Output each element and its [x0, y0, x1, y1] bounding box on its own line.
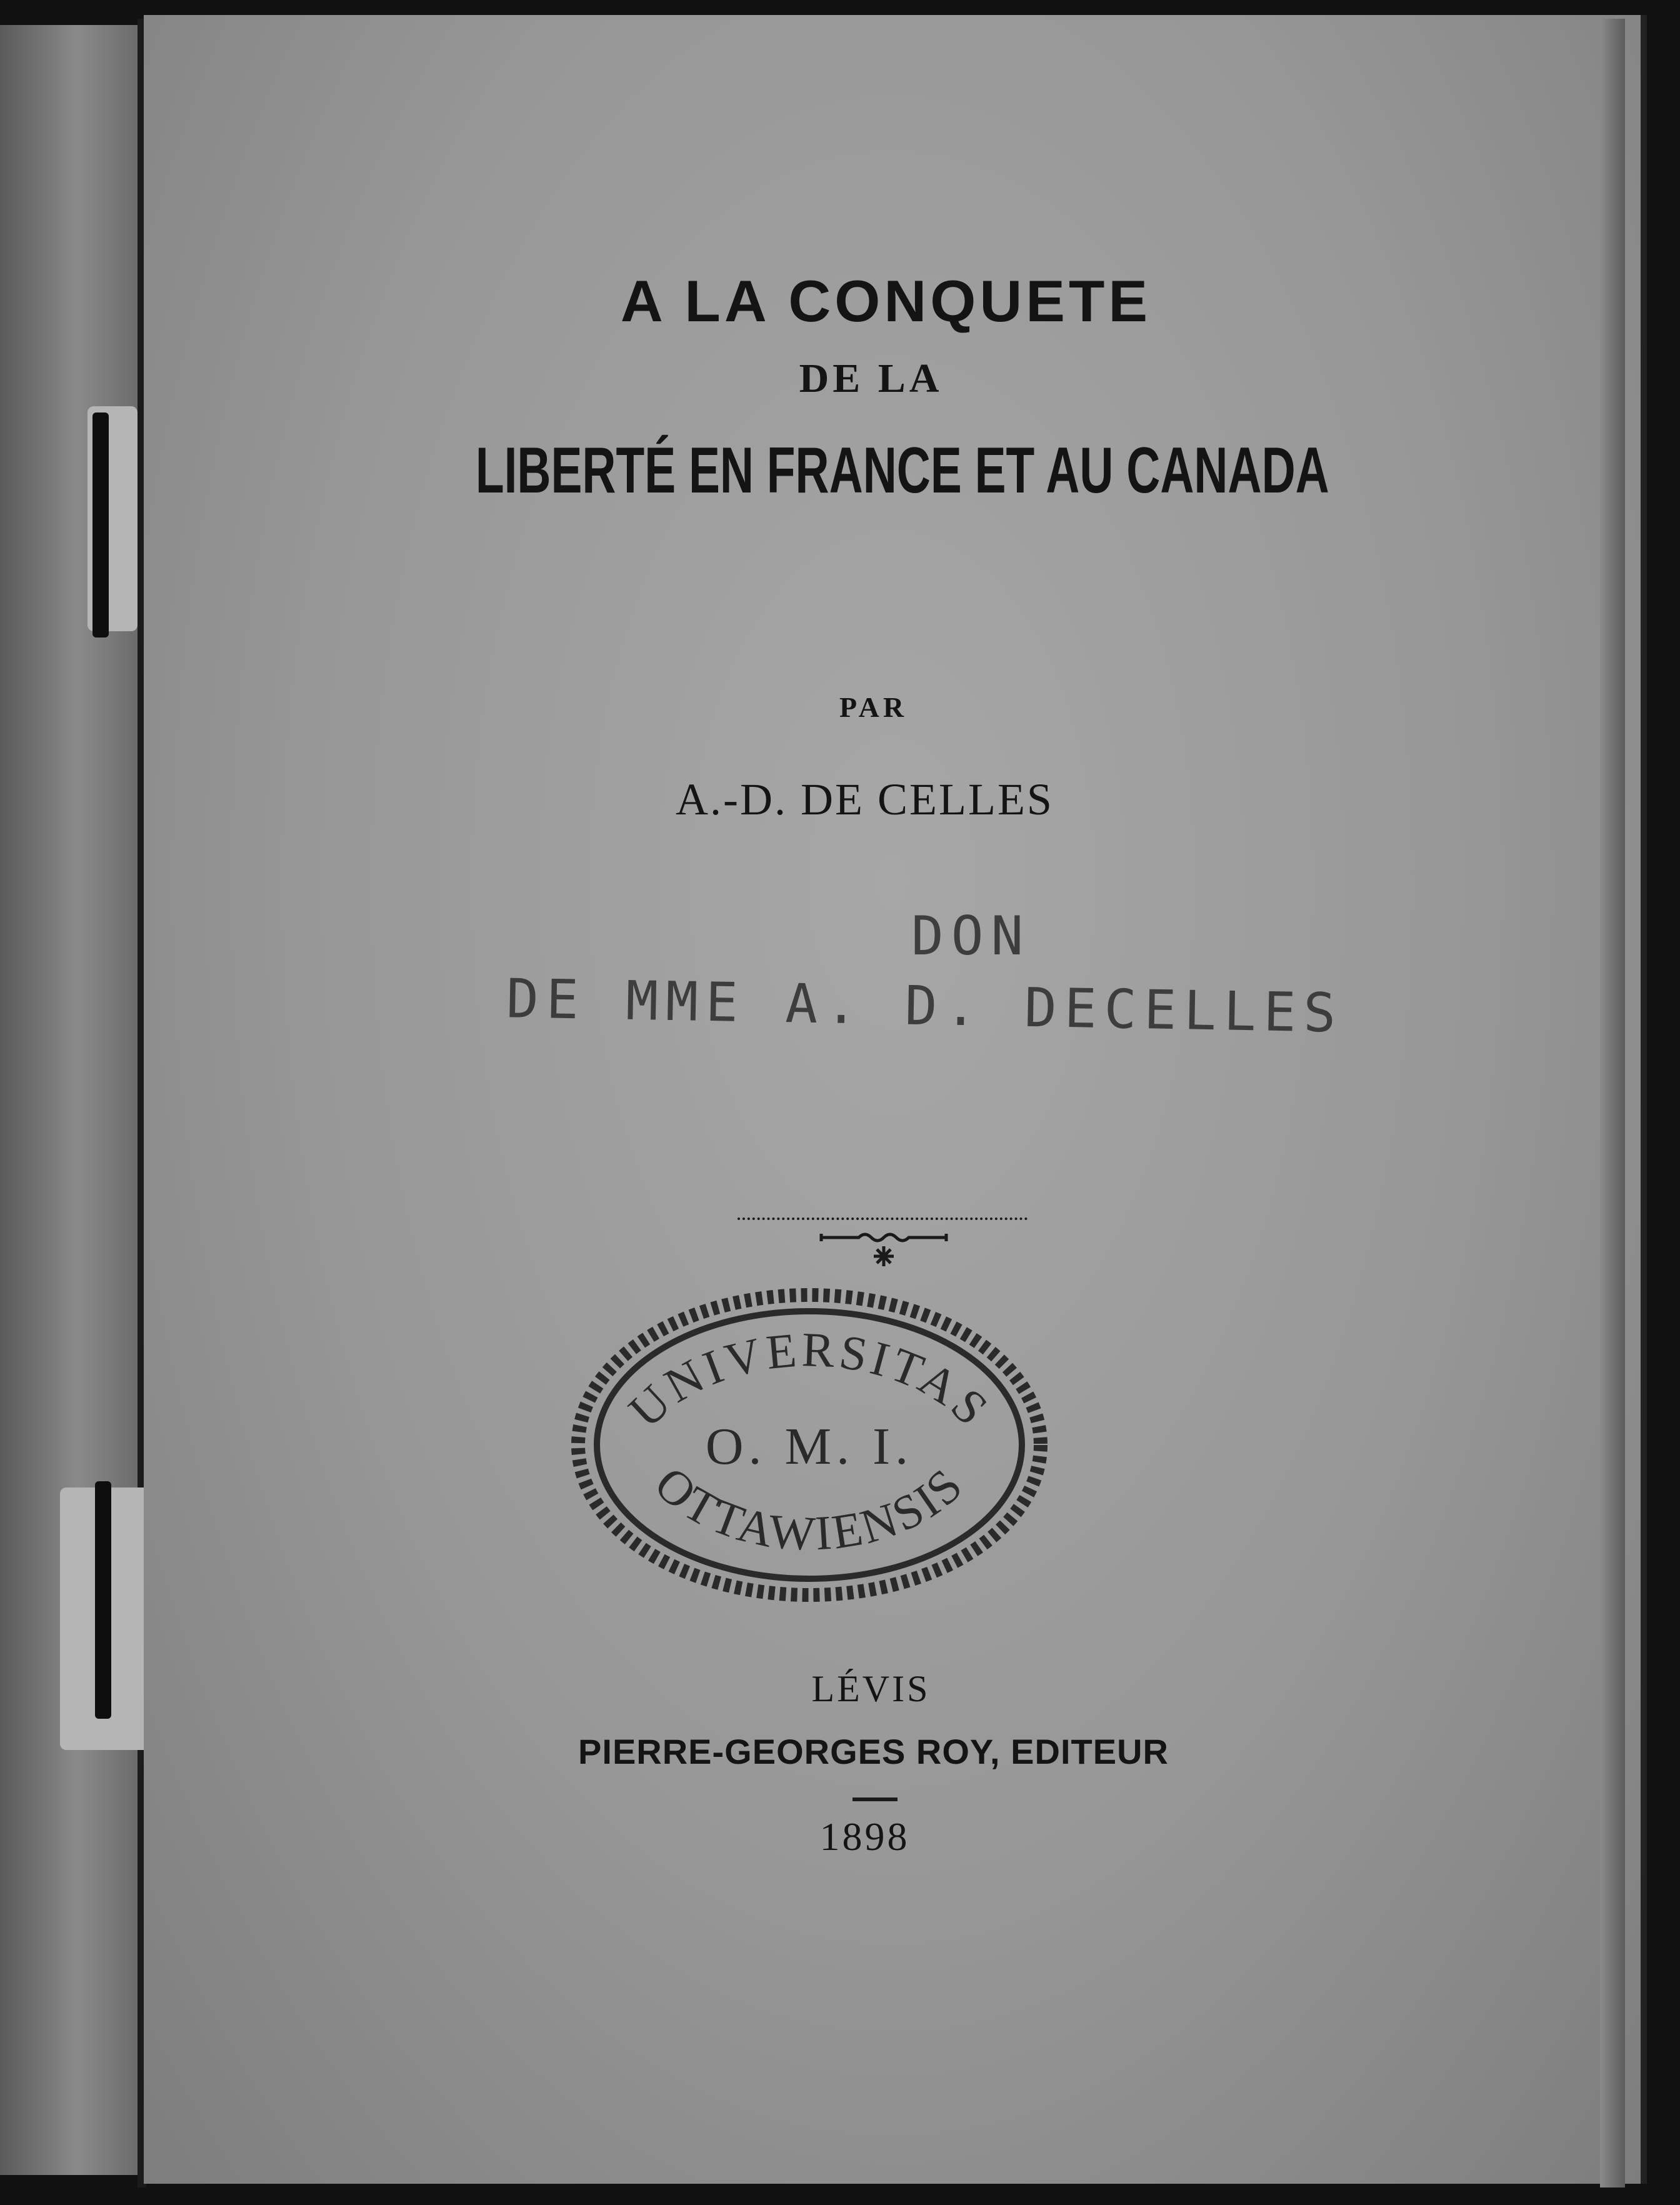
- imprint-year: 1898: [819, 1814, 910, 1859]
- staple-bottom-left: [95, 1481, 111, 1719]
- ornament-icon: [815, 1226, 952, 1276]
- seal-middle-text: O. M. I.: [705, 1418, 914, 1476]
- donation-stamp-line-2: DE MME A. D. DECELLES: [506, 968, 1344, 1045]
- title-line-3: LIBERTÉ EN FRANCE ET AU CANADA: [475, 434, 1329, 507]
- seal-top-text: UNIVERSITAS: [618, 1322, 1001, 1438]
- dotted-rule: [738, 1218, 1028, 1220]
- staple-top-left: [92, 412, 109, 638]
- byline-par: PAR: [839, 691, 908, 723]
- imprint-publisher: PIERRE-GEORGES ROY, EDITEUR: [578, 1732, 1169, 1771]
- seal-bottom-text: OTTAWIENSIS: [644, 1456, 974, 1561]
- title-line-1: A LA CONQUETE: [620, 268, 1152, 334]
- page-edge: [1600, 19, 1625, 2188]
- library-seal: [566, 1281, 1053, 1606]
- author-name: A.-D. DE CELLES: [676, 774, 1054, 824]
- donation-stamp-line-1: DON: [911, 905, 1031, 968]
- title-line-2: DE LA: [799, 356, 943, 401]
- imprint-place: LÉVIS: [811, 1668, 931, 1709]
- short-rule: [852, 1798, 898, 1801]
